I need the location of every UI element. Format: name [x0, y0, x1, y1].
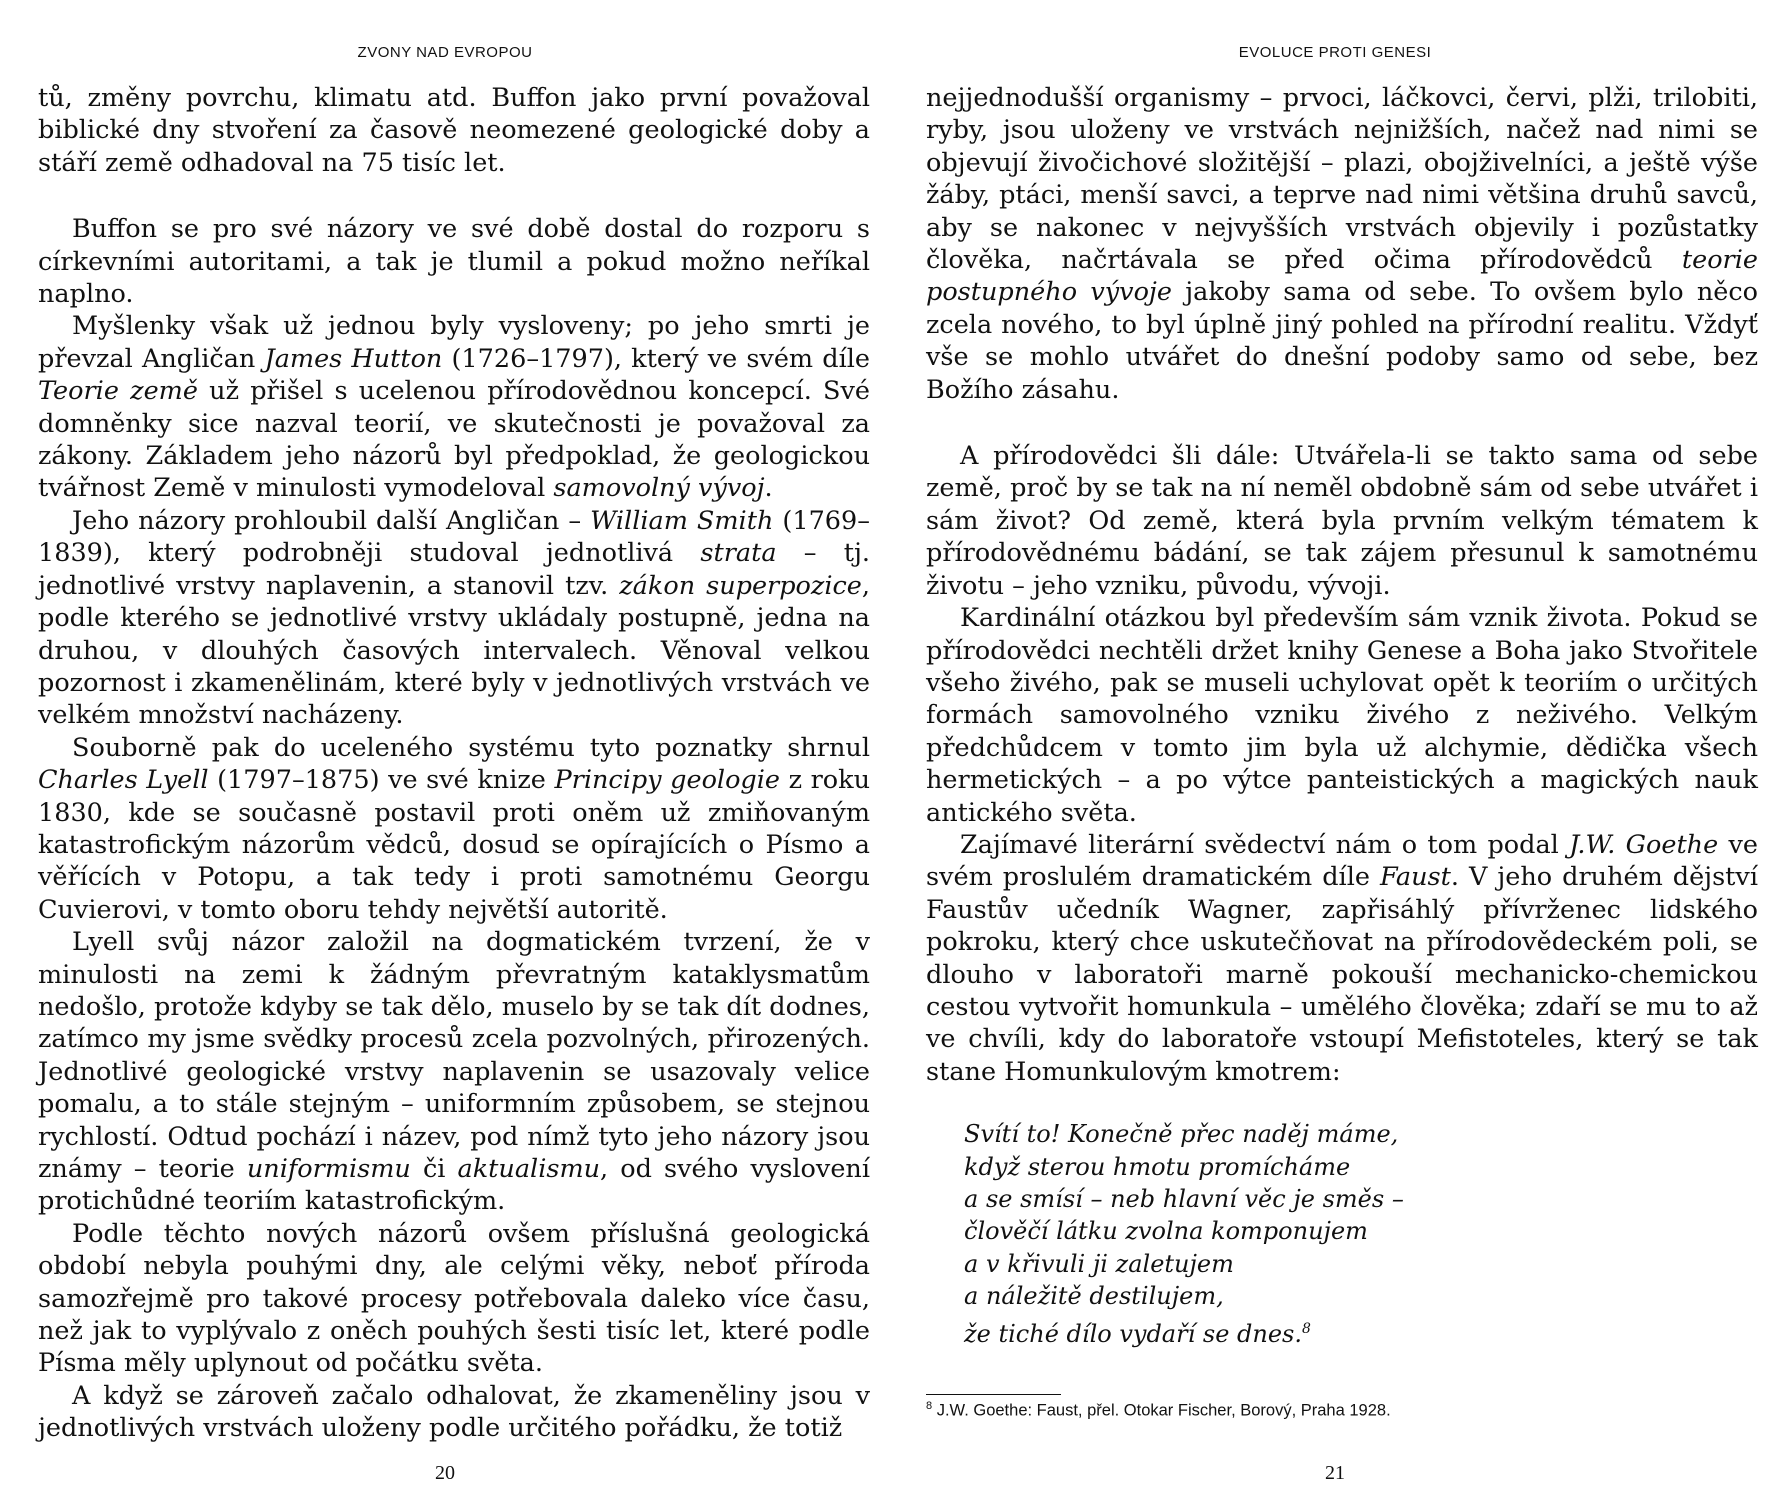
- text-run: Jeho názory prohloubil další Angličan –: [72, 505, 591, 536]
- running-head-left: ZVONY NAD EVROPOU: [357, 44, 533, 61]
- text-run: Myšlenky však už jednou byly vysloveny; po jeho smrti je převzal Angličan: [38, 311, 870, 374]
- paragraph: [38, 926, 870, 1218]
- text-run: Lyell svůj názor založil na dogmatickém tvrzení, že v minulosti na zemi k žádným převratným kataklysmatům nedošlo, protože kdyby se tak dělo, muselo by se tak dít dodnes, zatímco my jsme svědky procesů zcela pozvolných, přirozených. Jednotlivé geologické vrstvy naplavenin se usazovaly velice pomalu, a to stále stejným – uniformním způsobem, se stejnou rychlostí. Odtud pochází i název, pod nímž tyto jeho názory jsou známy – teorie: [38, 927, 870, 1184]
- poem-line-last: [964, 1313, 1758, 1350]
- footnote-text: J.W. Goethe: Faust, přel. Otokar Fischer, Borový, Praha 1928.: [932, 1401, 1391, 1420]
- text-run: , podle kterého se jednotlivé vrstvy ukládaly postupně, jedna na druhou, v dlouhých časových intervalech. Věnoval velkou pozornost i zkamenělinám, které byly v jednotlivých vrstvách ve velkém množství nacházeny.: [38, 570, 870, 731]
- paragraph: [38, 1380, 870, 1445]
- text-run: Kardinální otázkou byl především sám vznik života. Pokud se přírodovědci nechtěli držet knihy Genese a Boha jako Stvořitele všeho živého, pak se museli uchylovat opět k teoriím o určitých formách samovolného vzniku živého z neživého. Velkým předchůdcem v tomto jim byla už alchymie, dědička všech hermetických – a po výtce panteistických a magických nauk antického světa.: [926, 603, 1758, 828]
- poem-line: Svítí to! Konečně přec naděj máme,: [964, 1120, 1399, 1149]
- text-run: už přišel s ucelenou přírodovědnou koncepcí. Své domněnky sice nazval teorií, ve skutečnosti je považoval za zákony. Základem jeho názorů byl předpoklad, že geologickou tvářnost Země v minulosti vymodeloval: [38, 376, 871, 504]
- text-run: nejjednodušší organismy – prvoci, láčkovci, červi, plži, trilobiti, ryby, jsou uloženy ve vrstvách nejnižších, načež nad nimi se objevují živočichové složitější – plazi, obojživelníci, a ještě výše žáby, ptáci, menší savci, a teprve nad nimi většina druhů savců, aby se nakonec v nejvyšších vrstvách objevily i pozůstatky člověka, načrtávala se před očima přírodovědců: [926, 83, 1758, 276]
- italic-text: samovolný vývoj: [553, 473, 765, 504]
- text-run: A přírodovědci šli dále: Utvářela-li se takto sama od sebe země, proč by se tak na ní neměl obdobně sám od sebe utvářet i sám život? Od země, která byla prvním velkým tématem k přírodovědnému bádání, se tak zájem přesunul k samotnému životu – jeho vzniku, původu, vývoji.: [926, 441, 1758, 601]
- footnote-divider: [926, 1394, 1061, 1395]
- paragraph: [926, 82, 1758, 406]
- text-run: tů, změny povrchu, klimatu atd. Buffon jako první považoval biblické dny stvoření za časově neomezené geologické doby a stáří země odhadoval na 75 tisíc let.: [38, 83, 870, 178]
- left-text-column: [38, 82, 870, 1445]
- paragraph: [926, 602, 1758, 829]
- text-run: Zajímavé literární svědectví nám o tom podal: [960, 829, 1570, 860]
- italic-text: Faust: [1379, 862, 1451, 893]
- text-run: z roku 1830, kde se současně postavil proti oněm už zmiňovaným katastrofickým názorům vědců, dosud se opírajících o Písmo a věřících v Potopu, a tak tedy i proti samotnému Georgu Cuvierovi, v tomto oboru tehdy největší autoritě.: [38, 765, 870, 925]
- paragraph: [926, 829, 1758, 1088]
- paragraph: [38, 310, 870, 504]
- italic-text: aktualismu: [457, 1154, 601, 1184]
- italic-text: uniformismu: [246, 1154, 411, 1184]
- poem-quote: [964, 1118, 1758, 1350]
- poem-line: když sterou hmotu promícháme: [964, 1152, 1351, 1181]
- paragraph: [38, 505, 870, 732]
- italic-text: teorie postupného vývoje: [926, 245, 1758, 308]
- italic-text: Charles Lyell: [38, 765, 209, 796]
- italic-text: James Hutton: [264, 343, 443, 374]
- text-run: Podle těchto nových názorů ovšem příslušná geologická období nebyla pouhými dny, ale celými věky, neboť příroda samozřejmě pro takové procesy potřebovala daleko více času, než jak to vyplývalo z oněch pouhých šesti tisíc let, které podle Písma měly uplynout od počátku světa.: [38, 1218, 870, 1379]
- text-run: či: [410, 1154, 458, 1184]
- right-page: [890, 0, 1780, 1500]
- poem-line: že tiché dílo vydaří se dnes.: [964, 1319, 1303, 1348]
- footnote: [926, 1400, 1746, 1421]
- text-run: (1769–1839), který podrobněji studoval jednotlivá: [38, 505, 871, 569]
- text-run: Souborně pak do uceleného systému tyto poznatky shrnul: [72, 732, 870, 763]
- paragraph: [38, 82, 870, 179]
- footnote-reference[interactable]: 8: [1302, 1320, 1311, 1337]
- running-head-right: EVOLUCE PROTI GENESI: [1238, 44, 1432, 61]
- text-run: . V jeho druhém dějství Faustův učedník Wagner, zapřisáhlý přívrženec lidského pokroku, který chce uskutečňovat na přírodovědeckém poli, se dlouho v laboratoři marně pokouší mechanicko-chemickou cestou vytvořit homunkula – umělého člověka; zdaří se mu to až ve chvíli, kdy do laboratoře vstoupí Mefistoteles, který se tak stane Homunkulovým kmotrem:: [926, 862, 1758, 1087]
- poem-line: a v křivuli ji zaletujem: [964, 1249, 1234, 1278]
- poem-line: člověčí látku zvolna komponujem: [964, 1217, 1368, 1246]
- text-run: , od svého vyslovení protichůdné teoriím katastrofickým.: [38, 1154, 870, 1217]
- text-run: Buffon se pro své názory ve své době dostal do rozporu s církevními autoritami, a tak je tlumil a pokud možno neříkal naplno.: [38, 214, 870, 310]
- text-run: – tj. jednotlivé vrstvy naplavenin, a stanovil tzv.: [38, 538, 871, 601]
- italic-text: Principy geologie: [554, 765, 780, 796]
- italic-text: Teorie země: [38, 376, 198, 407]
- italic-text: J.W. Goethe: [1569, 829, 1719, 860]
- text-run: (1797–1875) ve své knize: [208, 765, 555, 796]
- poem-line: a se smísí – neb hlavní věc je směs –: [964, 1185, 1404, 1213]
- text-run: A když se zároveň začalo odhalovat, že zkameněliny jsou v jednotlivých vrstvách uloženy podle určitého pořádku, že totiž: [38, 1380, 870, 1444]
- paragraph: [926, 440, 1758, 602]
- page-number-right: 21: [1325, 1462, 1345, 1484]
- text-run: jakoby sama od sebe. To ovšem bylo něco zcela nového, to byl úplně jiný pohled na přírodní realitu. Vždyť vše se mohlo utvářet do dnešní podoby samo od sebe, bez Božího zásahu.: [926, 277, 1759, 405]
- italic-text: strata: [700, 538, 777, 569]
- right-text-column: [926, 82, 1758, 1350]
- paragraph: [38, 1218, 870, 1380]
- page-number-left: 20: [435, 1462, 455, 1484]
- paragraph: [38, 732, 870, 926]
- footnote-mark: 8: [926, 1400, 933, 1412]
- italic-text: William Smith: [590, 505, 774, 536]
- text-run: ve svém proslulém dramatickém díle: [926, 829, 1758, 893]
- italic-text: zákon superpozice: [619, 570, 862, 601]
- text-run: .: [764, 473, 773, 504]
- poem-line: a náležitě destilujem,: [964, 1282, 1224, 1311]
- text-run: (1726–1797), který ve svém díle: [442, 343, 870, 374]
- paragraph: [38, 213, 870, 310]
